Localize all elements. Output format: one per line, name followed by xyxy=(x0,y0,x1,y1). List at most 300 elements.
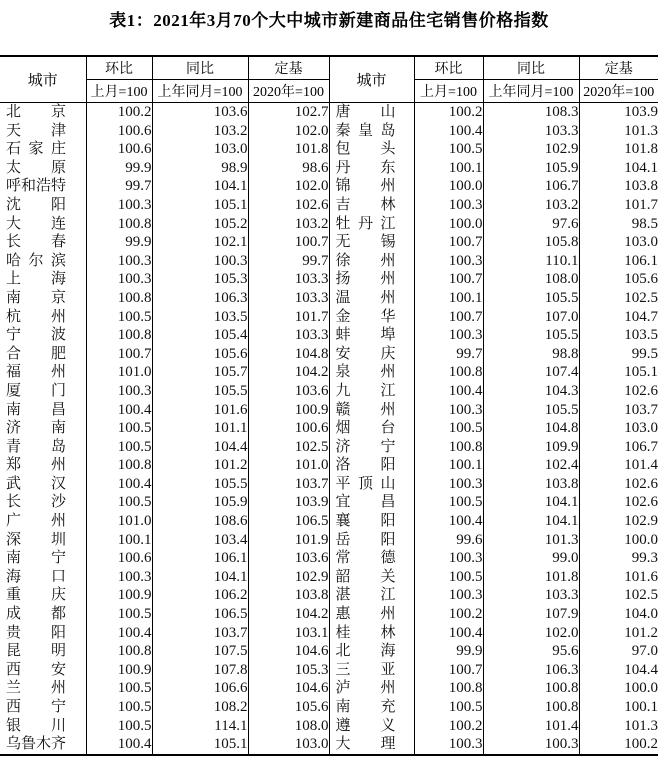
yoy-value: 98.8 xyxy=(483,345,579,364)
city-name: 青岛 xyxy=(6,438,66,455)
city-cell xyxy=(329,382,414,401)
yoy-value: 105.5 xyxy=(152,475,248,494)
mom-value: 100.3 xyxy=(86,252,152,271)
table-header xyxy=(0,56,658,103)
fixedbase-value: 100.0 xyxy=(579,679,658,698)
city-name: 福州 xyxy=(6,364,66,381)
city-cell xyxy=(329,363,414,382)
city-name: 大连 xyxy=(6,215,66,232)
city-name: 济宁 xyxy=(335,438,396,455)
city-name: 厦门 xyxy=(6,382,66,399)
mom-value: 100.8 xyxy=(86,456,152,475)
city-cell xyxy=(329,438,414,457)
header-fixedbase-right: 定基 xyxy=(579,56,658,80)
city-cell xyxy=(329,586,414,605)
yoy-value: 102.9 xyxy=(483,140,579,159)
city-name: 蚌埠 xyxy=(335,327,396,344)
table-row xyxy=(0,140,658,159)
mom-value: 100.9 xyxy=(86,661,152,680)
fixedbase-value: 103.0 xyxy=(248,735,329,755)
city-name: 无锡 xyxy=(335,234,396,251)
table-row xyxy=(0,233,658,252)
header-mom-base-right: 上月=100 xyxy=(414,80,483,103)
city-name: 南宁 xyxy=(6,550,66,567)
city-cell xyxy=(0,345,86,364)
fixedbase-value: 101.7 xyxy=(579,196,658,215)
city-name: 哈尔滨 xyxy=(6,252,66,269)
mom-value: 100.2 xyxy=(414,717,483,736)
fixedbase-value: 103.9 xyxy=(248,493,329,512)
yoy-value: 114.1 xyxy=(152,717,248,736)
fixedbase-value: 100.7 xyxy=(248,233,329,252)
city-name: 太原 xyxy=(6,159,66,176)
fixedbase-value: 104.2 xyxy=(248,363,329,382)
yoy-value: 104.1 xyxy=(152,177,248,196)
mom-value: 100.1 xyxy=(86,531,152,550)
city-cell xyxy=(0,661,86,680)
city-name: 岳阳 xyxy=(335,531,396,548)
yoy-value: 105.6 xyxy=(152,345,248,364)
city-name: 温州 xyxy=(335,289,396,306)
city-name: 金华 xyxy=(335,308,396,325)
table-row xyxy=(0,717,658,736)
fixedbase-value: 102.9 xyxy=(579,512,658,531)
fixedbase-value: 103.0 xyxy=(579,233,658,252)
city-cell xyxy=(0,252,86,271)
mom-value: 100.4 xyxy=(86,735,152,755)
city-cell xyxy=(329,103,414,122)
fixedbase-value: 102.5 xyxy=(579,586,658,605)
city-name: 合肥 xyxy=(6,345,66,362)
yoy-value: 104.8 xyxy=(483,419,579,438)
mom-value: 100.2 xyxy=(86,103,152,122)
yoy-value: 106.3 xyxy=(152,289,248,308)
fixedbase-value: 99.7 xyxy=(248,252,329,271)
city-name: 襄阳 xyxy=(335,513,396,530)
fixedbase-value: 103.3 xyxy=(248,270,329,289)
yoy-value: 100.8 xyxy=(483,679,579,698)
yoy-value: 103.0 xyxy=(152,140,248,159)
city-name: 深圳 xyxy=(6,531,66,548)
yoy-value: 105.1 xyxy=(152,196,248,215)
table-row xyxy=(0,698,658,717)
city-name: 锦州 xyxy=(335,178,396,195)
table-row xyxy=(0,196,658,215)
fixedbase-value: 102.6 xyxy=(579,475,658,494)
yoy-value: 107.8 xyxy=(152,661,248,680)
yoy-value: 103.2 xyxy=(152,122,248,141)
city-name: 唐山 xyxy=(335,104,396,120)
yoy-value: 104.1 xyxy=(483,493,579,512)
fixedbase-value: 105.1 xyxy=(579,363,658,382)
mom-value: 100.5 xyxy=(414,493,483,512)
table-row xyxy=(0,289,658,308)
table-row xyxy=(0,661,658,680)
mom-value: 100.3 xyxy=(414,326,483,345)
table-row xyxy=(0,531,658,550)
yoy-value: 103.6 xyxy=(152,103,248,122)
mom-value: 100.7 xyxy=(414,308,483,327)
fixedbase-value: 103.9 xyxy=(579,103,658,122)
header-mom-base-left: 上月=100 xyxy=(86,80,152,103)
city-name: 秦皇岛 xyxy=(335,122,396,139)
city-name: 郑州 xyxy=(6,457,66,474)
table-row xyxy=(0,456,658,475)
mom-value: 100.5 xyxy=(414,698,483,717)
fixedbase-value: 102.0 xyxy=(248,177,329,196)
yoy-value: 105.5 xyxy=(152,382,248,401)
city-name: 九江 xyxy=(335,382,396,399)
mom-value: 100.3 xyxy=(414,735,483,755)
yoy-value: 108.0 xyxy=(483,270,579,289)
mom-value: 100.3 xyxy=(86,382,152,401)
city-cell xyxy=(0,270,86,289)
city-cell xyxy=(329,122,414,141)
table-row xyxy=(0,679,658,698)
yoy-value: 103.7 xyxy=(152,624,248,643)
city-cell xyxy=(0,568,86,587)
city-cell xyxy=(329,326,414,345)
mom-value: 100.3 xyxy=(414,252,483,271)
city-name: 长沙 xyxy=(6,494,66,511)
city-cell xyxy=(329,289,414,308)
city-name: 湛江 xyxy=(335,587,396,604)
mom-value: 100.3 xyxy=(86,196,152,215)
yoy-value: 105.5 xyxy=(483,401,579,420)
fixedbase-value: 104.4 xyxy=(579,661,658,680)
city-name: 惠州 xyxy=(335,606,396,623)
city-name: 上海 xyxy=(6,271,66,288)
table-row xyxy=(0,363,658,382)
mom-value: 100.1 xyxy=(414,456,483,475)
city-name: 银川 xyxy=(6,717,66,734)
header-yoy-base-right: 上年同月=100 xyxy=(483,80,579,103)
fixedbase-value: 105.6 xyxy=(579,270,658,289)
fixedbase-value: 103.7 xyxy=(579,401,658,420)
mom-value: 100.7 xyxy=(414,270,483,289)
city-cell xyxy=(0,289,86,308)
mom-value: 100.4 xyxy=(86,401,152,420)
city-cell xyxy=(329,549,414,568)
fixedbase-value: 100.9 xyxy=(248,401,329,420)
fixedbase-value: 102.5 xyxy=(248,438,329,457)
city-name: 广州 xyxy=(6,513,66,530)
city-name: 丹东 xyxy=(335,159,396,176)
yoy-value: 101.3 xyxy=(483,531,579,550)
mom-value: 100.5 xyxy=(414,419,483,438)
yoy-value: 101.1 xyxy=(152,419,248,438)
table-body xyxy=(0,103,658,755)
mom-value: 100.1 xyxy=(414,289,483,308)
fixedbase-value: 103.5 xyxy=(579,326,658,345)
city-cell xyxy=(0,326,86,345)
fixedbase-value: 100.1 xyxy=(579,698,658,717)
fixedbase-value: 103.2 xyxy=(248,215,329,234)
city-cell xyxy=(329,605,414,624)
mom-value: 100.5 xyxy=(414,140,483,159)
table-row xyxy=(0,549,658,568)
fixedbase-value: 100.0 xyxy=(579,531,658,550)
fixedbase-value: 105.6 xyxy=(248,698,329,717)
yoy-value: 108.2 xyxy=(152,698,248,717)
mom-value: 100.6 xyxy=(86,549,152,568)
city-name: 武汉 xyxy=(6,475,66,492)
fixedbase-value: 102.6 xyxy=(579,493,658,512)
mom-value: 100.8 xyxy=(414,679,483,698)
mom-value: 100.5 xyxy=(86,717,152,736)
mom-value: 101.0 xyxy=(86,512,152,531)
fixedbase-value: 102.9 xyxy=(248,568,329,587)
header-yoy-right: 同比 xyxy=(483,56,579,80)
header-fixedbase-base-right: 2020年=100 xyxy=(579,80,658,103)
fixedbase-value: 98.6 xyxy=(248,159,329,178)
city-cell xyxy=(0,679,86,698)
city-cell xyxy=(329,270,414,289)
mom-value: 100.4 xyxy=(414,122,483,141)
city-cell xyxy=(329,717,414,736)
city-cell xyxy=(0,549,86,568)
mom-value: 99.9 xyxy=(86,233,152,252)
fixedbase-value: 101.0 xyxy=(248,456,329,475)
city-cell xyxy=(329,140,414,159)
city-name: 泸州 xyxy=(335,680,396,697)
yoy-value: 103.3 xyxy=(483,122,579,141)
city-cell xyxy=(329,475,414,494)
fixedbase-value: 101.3 xyxy=(579,122,658,141)
mom-value: 99.7 xyxy=(414,345,483,364)
city-name: 西宁 xyxy=(6,699,66,715)
fixedbase-value: 106.7 xyxy=(579,438,658,457)
mom-value: 100.4 xyxy=(414,624,483,643)
price-index-table xyxy=(0,55,658,756)
yoy-value: 108.3 xyxy=(483,103,579,122)
city-cell xyxy=(329,401,414,420)
yoy-value: 106.2 xyxy=(152,586,248,605)
city-name: 杭州 xyxy=(6,308,66,325)
city-cell xyxy=(329,493,414,512)
fixedbase-value: 101.3 xyxy=(579,717,658,736)
fixedbase-value: 103.1 xyxy=(248,624,329,643)
city-name: 桂林 xyxy=(335,624,396,641)
table-row xyxy=(0,159,658,178)
yoy-value: 106.5 xyxy=(152,605,248,624)
yoy-value: 107.9 xyxy=(483,605,579,624)
city-name: 韶关 xyxy=(335,568,396,585)
city-name: 遵义 xyxy=(335,717,396,734)
mom-value: 100.3 xyxy=(414,401,483,420)
fixedbase-value: 104.1 xyxy=(579,159,658,178)
city-cell xyxy=(329,419,414,438)
yoy-value: 107.4 xyxy=(483,363,579,382)
mom-value: 100.0 xyxy=(414,215,483,234)
yoy-value: 101.8 xyxy=(483,568,579,587)
city-cell xyxy=(0,177,86,196)
city-cell xyxy=(0,382,86,401)
table-row xyxy=(0,493,658,512)
yoy-value: 101.4 xyxy=(483,717,579,736)
yoy-value: 103.4 xyxy=(152,531,248,550)
fixedbase-value: 102.5 xyxy=(579,289,658,308)
yoy-value: 105.1 xyxy=(152,735,248,755)
city-cell xyxy=(329,679,414,698)
city-name: 徐州 xyxy=(335,252,396,269)
mom-value: 99.7 xyxy=(86,177,152,196)
city-cell xyxy=(0,419,86,438)
header-fixedbase-left: 定基 xyxy=(248,56,329,80)
yoy-value: 105.5 xyxy=(483,289,579,308)
mom-value: 100.7 xyxy=(86,345,152,364)
table-row xyxy=(0,326,658,345)
city-cell xyxy=(329,735,414,755)
fixedbase-value: 98.5 xyxy=(579,215,658,234)
city-cell xyxy=(0,363,86,382)
mom-value: 100.5 xyxy=(86,605,152,624)
yoy-value: 105.9 xyxy=(152,493,248,512)
yoy-value: 105.3 xyxy=(152,270,248,289)
city-name: 烟台 xyxy=(335,420,396,437)
fixedbase-value: 105.3 xyxy=(248,661,329,680)
mom-value: 100.5 xyxy=(414,568,483,587)
fixedbase-value: 104.6 xyxy=(248,642,329,661)
fixedbase-value: 101.2 xyxy=(579,624,658,643)
yoy-value: 101.6 xyxy=(152,401,248,420)
yoy-value: 98.9 xyxy=(152,159,248,178)
mom-value: 100.5 xyxy=(86,679,152,698)
yoy-value: 103.2 xyxy=(483,196,579,215)
table-row xyxy=(0,568,658,587)
mom-value: 99.9 xyxy=(414,642,483,661)
mom-value: 100.7 xyxy=(414,661,483,680)
yoy-value: 106.3 xyxy=(483,661,579,680)
mom-value: 100.5 xyxy=(86,438,152,457)
city-cell xyxy=(0,735,86,755)
city-cell xyxy=(329,456,414,475)
fixedbase-value: 101.7 xyxy=(248,308,329,327)
fixedbase-value: 100.6 xyxy=(248,419,329,438)
city-cell xyxy=(329,252,414,271)
city-name: 南充 xyxy=(335,699,396,715)
city-name: 北海 xyxy=(335,643,396,660)
fixedbase-value: 102.0 xyxy=(248,122,329,141)
city-cell xyxy=(329,196,414,215)
fixedbase-value: 104.8 xyxy=(248,345,329,364)
city-name: 牡丹江 xyxy=(335,215,396,232)
mom-value: 100.8 xyxy=(86,326,152,345)
city-cell xyxy=(0,308,86,327)
yoy-value: 95.6 xyxy=(483,642,579,661)
header-fixedbase-base-left: 2020年=100 xyxy=(248,80,329,103)
yoy-value: 105.7 xyxy=(152,363,248,382)
table-row xyxy=(0,642,658,661)
fixedbase-value: 101.4 xyxy=(579,456,658,475)
city-name: 大理 xyxy=(335,736,396,753)
city-cell xyxy=(0,438,86,457)
yoy-value: 104.3 xyxy=(483,382,579,401)
mom-value: 99.9 xyxy=(86,159,152,178)
fixedbase-value: 108.0 xyxy=(248,717,329,736)
mom-value: 100.2 xyxy=(414,103,483,122)
mom-value: 100.7 xyxy=(414,233,483,252)
mom-value: 99.6 xyxy=(414,531,483,550)
city-name: 南昌 xyxy=(6,401,66,418)
city-name: 贵阳 xyxy=(6,624,66,641)
yoy-value: 108.6 xyxy=(152,512,248,531)
table-row xyxy=(0,475,658,494)
city-cell xyxy=(0,512,86,531)
mom-value: 100.3 xyxy=(414,196,483,215)
fixedbase-value: 103.7 xyxy=(248,475,329,494)
fixedbase-value: 106.5 xyxy=(248,512,329,531)
fixedbase-value: 102.6 xyxy=(579,382,658,401)
city-name: 长春 xyxy=(6,234,66,251)
mom-value: 100.5 xyxy=(86,698,152,717)
yoy-value: 102.0 xyxy=(483,624,579,643)
city-cell xyxy=(0,196,86,215)
table-row xyxy=(0,122,658,141)
yoy-value: 105.9 xyxy=(483,159,579,178)
yoy-value: 101.2 xyxy=(152,456,248,475)
city-cell xyxy=(329,345,414,364)
city-name: 成都 xyxy=(6,606,66,623)
yoy-value: 102.1 xyxy=(152,233,248,252)
city-name: 重庆 xyxy=(6,587,66,604)
city-name: 赣州 xyxy=(335,401,396,418)
city-cell xyxy=(0,233,86,252)
city-cell xyxy=(0,586,86,605)
fixedbase-value: 103.6 xyxy=(248,549,329,568)
yoy-value: 103.8 xyxy=(483,475,579,494)
header-yoy-base-left: 上年同月=100 xyxy=(152,80,248,103)
yoy-value: 100.3 xyxy=(483,735,579,755)
city-name: 乌鲁木齐 xyxy=(6,736,67,753)
mom-value: 100.8 xyxy=(86,289,152,308)
fixedbase-value: 101.8 xyxy=(579,140,658,159)
city-name: 三亚 xyxy=(335,661,396,678)
mom-value: 101.0 xyxy=(86,363,152,382)
yoy-value: 107.0 xyxy=(483,308,579,327)
header-yoy-left: 同比 xyxy=(152,56,248,80)
city-cell xyxy=(0,215,86,234)
city-name: 吉林 xyxy=(335,196,396,213)
city-name: 包头 xyxy=(335,141,396,158)
yoy-value: 106.7 xyxy=(483,177,579,196)
mom-value: 100.4 xyxy=(414,382,483,401)
city-cell xyxy=(329,568,414,587)
city-name: 宁波 xyxy=(6,327,66,344)
header-city-left: 城市 xyxy=(0,56,86,103)
fixedbase-value: 101.8 xyxy=(248,140,329,159)
fixedbase-value: 104.6 xyxy=(248,679,329,698)
yoy-value: 105.5 xyxy=(483,326,579,345)
mom-value: 100.8 xyxy=(414,363,483,382)
yoy-value: 105.2 xyxy=(152,215,248,234)
mom-value: 100.4 xyxy=(86,624,152,643)
yoy-value: 104.1 xyxy=(152,568,248,587)
city-cell xyxy=(0,103,86,122)
city-name: 天津 xyxy=(6,122,66,139)
table-row xyxy=(0,438,658,457)
mom-value: 100.4 xyxy=(414,512,483,531)
mom-value: 100.1 xyxy=(414,159,483,178)
table-row xyxy=(0,382,658,401)
yoy-value: 106.1 xyxy=(152,549,248,568)
fixedbase-value: 103.8 xyxy=(579,177,658,196)
yoy-value: 99.0 xyxy=(483,549,579,568)
city-name: 西安 xyxy=(6,661,66,678)
mom-value: 100.3 xyxy=(86,568,152,587)
mom-value: 100.8 xyxy=(86,215,152,234)
mom-value: 100.5 xyxy=(86,419,152,438)
